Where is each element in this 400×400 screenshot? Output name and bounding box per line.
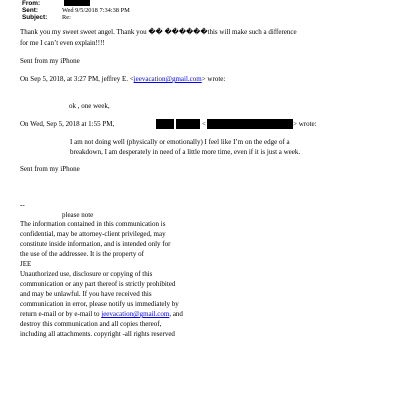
disclaimer-line-6: Unauthorized use, disclosure or copying of this [20,270,153,278]
disclaimer-line-2: confidential, may be attorney-client privileged, may [20,230,166,238]
sent-value: Wed 9/5/2018 7:34:38 PM [62,7,130,14]
subject-value: Re: [62,14,71,21]
disclaimer-line-11: destroy this communication and all copies thereof, [20,320,162,328]
redacted-name-first [156,119,174,129]
disclaimer-line-7: communication or any part thereof is strictly prohibited [20,280,176,288]
disclaimer-line-3: constitute inside information, and is intended only for [20,240,171,248]
sent-from-iphone-1: Sent from my iPhone [20,57,80,65]
please-note: please note [62,211,94,219]
disclaimer-line-1: The information contained in this communication is [20,220,166,228]
message-line-2: breakdown, I am desperately in need of a little more time, even if it is just a week. [70,148,301,156]
disclaimer-email-link[interactable]: jeevacation@gmail.com [101,310,170,318]
disclaimer-line-9: communication in error, please notify us immediately by [20,300,179,308]
redacted-from [64,0,90,6]
body-line-1: Thank you my sweet sweet angel. Thank you �� ������this will make such a difference [20,28,297,36]
quote1-suffix: > wrote: [201,75,226,83]
quote-header-1 [20,74,225,84]
disclaimer-line-5: JEE [20,260,32,268]
signature-dashes: -- [20,201,25,209]
quote2-suffix: > wrote: [293,120,317,128]
redacted-email [207,119,293,129]
disclaimer-line-12: including all attachments. copyright -all rights reserved [20,330,175,338]
quote2-prefix: On Wed, Sep 5, 2018 at 1:55 PM, [20,120,115,128]
message-line-1: I am not doing well (physically or emotionally) I feel like I’m on the edge of a [70,138,290,146]
quote-header-2 [20,119,114,129]
quote2-lt: < [202,120,206,128]
subject-row [22,14,71,22]
sent-label: Sent: [22,7,38,14]
return-suffix: , and [169,310,183,318]
body-line-2: for me I can’t even explain!!!! [20,39,105,47]
redacted-name-last [176,119,200,129]
subject-label: Subject: [22,14,48,21]
quote1-prefix: On Sep 5, 2018, at 3:27 PM, jeffrey E. < [20,75,134,83]
disclaimer-line-8: and may be unlawful. If you have received this [20,290,152,298]
disclaimer-line-10 [20,309,183,319]
reply-text: ok , one week, [69,102,110,110]
quote1-email-link[interactable]: jeevacation@gmail.com [133,75,202,83]
sent-from-iphone-2: Sent from my iPhone [20,165,80,173]
from-label: From: [22,0,41,7]
return-prefix: return e-mail or by e-mail to [20,310,102,318]
disclaimer-line-4: the use of the addressee. It is the property of [20,250,145,258]
